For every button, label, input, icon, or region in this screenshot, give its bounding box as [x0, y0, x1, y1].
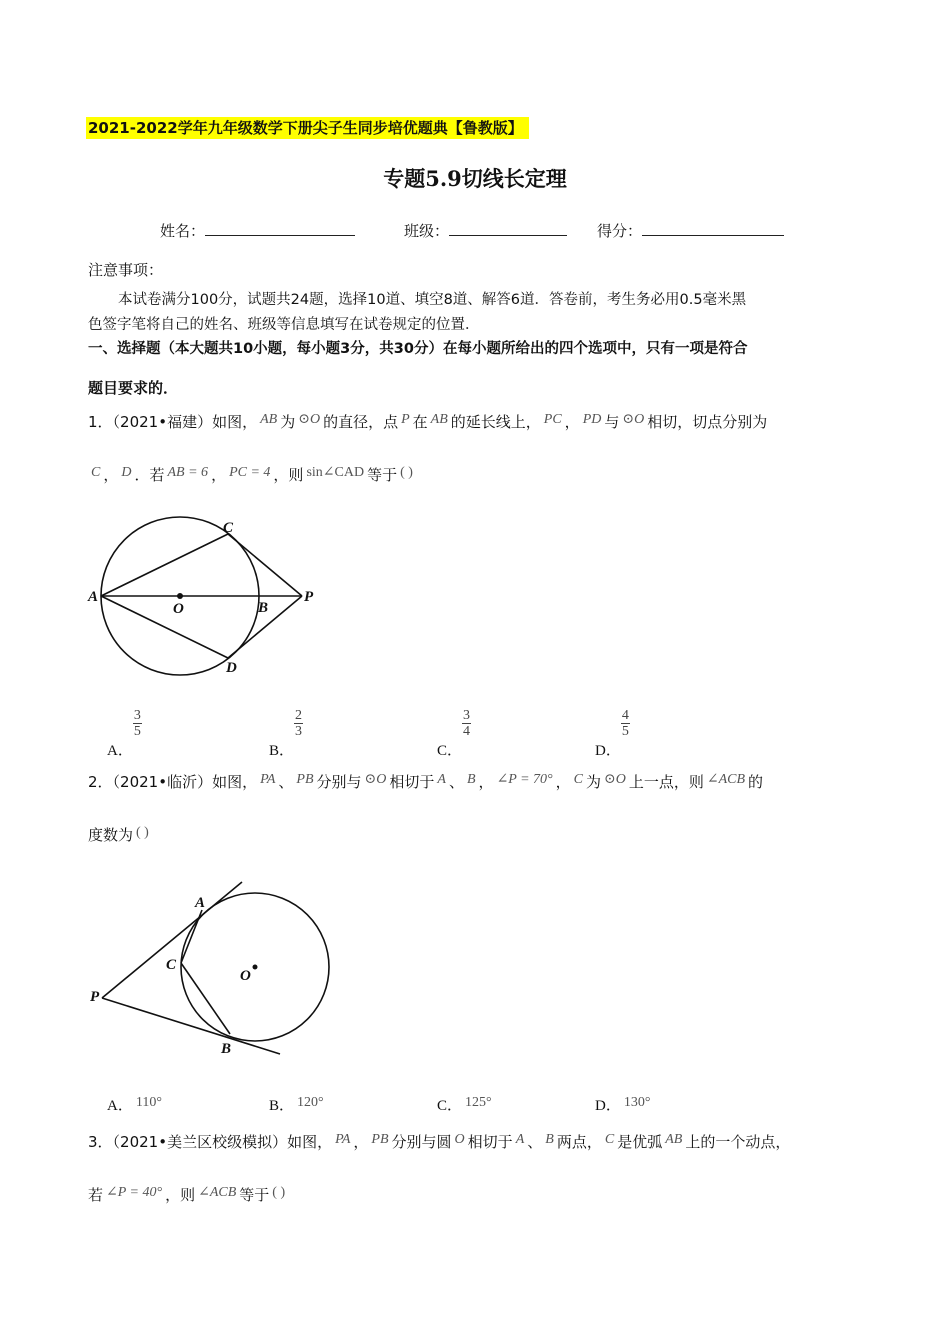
q1-center-dot — [177, 593, 183, 599]
q3-source: （2021•美兰区校级模拟） — [112, 1133, 288, 1151]
q2-line-CA — [181, 910, 202, 963]
class-label: 班级： — [404, 222, 450, 240]
q2-label-P: P — [90, 989, 100, 1005]
q1-text: 在 — [412, 413, 428, 431]
q1-option-letter: C． — [437, 742, 463, 759]
q3-text: 等于 — [239, 1186, 270, 1204]
q1-text: 的延长线上， — [450, 413, 541, 431]
q3-math: ∠ACB — [198, 1185, 237, 1200]
q1-option-den: 4 — [463, 724, 471, 739]
q3-text: 如图， — [287, 1133, 333, 1151]
q2-option-letter: B． — [269, 1098, 295, 1114]
q2-answer-paren[interactable]: ( ) — [136, 825, 149, 840]
q2-text: ， — [555, 773, 571, 791]
q1-option-fraction — [133, 708, 142, 739]
q2-option-b[interactable] — [269, 1094, 327, 1115]
q2-line-2 — [88, 824, 152, 845]
q1-text: 等于 — [367, 466, 398, 484]
q2-math: ∠ACB — [706, 772, 746, 787]
q1-math: P — [401, 412, 410, 427]
q2-label-O: O — [240, 968, 251, 984]
q3-math: A — [515, 1132, 525, 1147]
q2-text: 相切于 — [389, 773, 435, 791]
q1-math: AB — [260, 412, 278, 427]
q3-text: 、 — [527, 1133, 543, 1151]
q1-option-num: 3 — [133, 708, 141, 723]
q1-answer-paren[interactable]: ( ) — [400, 465, 413, 480]
q2-math: C — [573, 772, 583, 787]
score-field — [597, 220, 784, 241]
q2-option-d[interactable] — [595, 1094, 653, 1115]
q1-text: ，则 — [273, 466, 304, 484]
q1-label-B: B — [258, 600, 269, 616]
q2-text: 度数为 — [88, 826, 134, 844]
q1-math: PC = 4 — [229, 465, 271, 480]
q1-math: AB = 6 — [167, 465, 209, 480]
q3-text: 分别与圆 — [391, 1133, 452, 1151]
q1-line-1 — [88, 411, 767, 432]
q1-text: 与 — [604, 413, 620, 431]
q2-text: 上一点，则 — [628, 773, 704, 791]
q2-label-A: A — [195, 895, 206, 911]
q2-option-letter: C． — [437, 1098, 463, 1114]
q3-text: 是优弧 — [617, 1133, 663, 1151]
q3-text: ，则 — [165, 1186, 196, 1204]
q3-text: 上的一个动点， — [685, 1133, 791, 1151]
q1-option-b[interactable] — [269, 708, 303, 759]
series-banner: 2021-2022学年九年级数学下册尖子生同步培优题典【鲁教版】 — [86, 117, 529, 139]
q2-figure — [80, 872, 340, 1062]
q1-option-fraction — [621, 708, 630, 739]
q3-line-2 — [88, 1184, 288, 1205]
q1-line-CP — [228, 534, 302, 596]
q2-option-letter: A． — [107, 1098, 133, 1114]
q2-text: 分别与 — [316, 773, 362, 791]
q3-number: 3． — [88, 1133, 113, 1151]
q1-math: ⊙O — [298, 412, 321, 427]
score-blank[interactable] — [642, 221, 784, 236]
q1-option-c[interactable] — [437, 708, 471, 759]
q2-line-PB — [102, 998, 280, 1054]
notice-line-2: 色签字笔将自己的姓名、班级等信息填写在试卷规定的位置． — [88, 317, 480, 333]
q1-text: 相切，切点分别为 — [647, 413, 768, 431]
q2-math: ⊙O — [604, 772, 626, 787]
q3-math: PA — [335, 1132, 351, 1147]
q1-option-den: 5 — [621, 724, 629, 739]
q2-option-letter: D． — [595, 1098, 621, 1114]
q1-option-fraction — [294, 708, 303, 739]
q2-math: PB — [296, 772, 314, 787]
q1-label-D: D — [226, 660, 237, 676]
q1-label-C: C — [223, 520, 234, 536]
q1-text: ．若 — [134, 466, 165, 484]
q1-option-den: 5 — [133, 724, 141, 739]
q1-option-letter: A． — [107, 742, 133, 759]
q2-text: 、 — [278, 773, 294, 791]
q1-text: 的直径，点 — [323, 413, 399, 431]
q1-math: PD — [582, 412, 602, 427]
q1-math: AB — [430, 412, 448, 427]
q3-math: C — [604, 1132, 615, 1147]
section-heading-line-1: 一、选择题（本大题共10小题，每小题3分，共30分）在每小题所给出的四个选项中，只有一项是符合 — [88, 341, 748, 357]
q3-text: ， — [353, 1133, 369, 1151]
q1-option-num: 2 — [295, 708, 303, 723]
name-label: 姓名： — [160, 222, 206, 240]
q2-text: ， — [478, 773, 494, 791]
q1-label-O: O — [173, 601, 184, 617]
q1-line-AC — [101, 534, 228, 596]
score-label: 得分： — [597, 222, 643, 240]
q3-math: PB — [371, 1132, 389, 1147]
q2-option-value: 130° — [623, 1095, 651, 1110]
q1-label-A: A — [88, 589, 99, 605]
q1-text: ， — [103, 466, 119, 484]
notice-heading: 注意事项： — [88, 261, 164, 279]
q2-line-PA — [102, 882, 242, 998]
q2-option-value: 120° — [297, 1095, 324, 1110]
q2-math: B — [466, 772, 476, 787]
q1-text: ， — [211, 466, 227, 484]
class-field — [404, 220, 567, 241]
name-blank[interactable] — [205, 221, 355, 236]
q3-text: 若 — [88, 1186, 104, 1204]
q1-figure — [80, 512, 320, 682]
name-field — [160, 220, 355, 241]
q3-text: 相切于 — [467, 1133, 513, 1151]
q1-math: D — [121, 465, 132, 480]
q1-math: sin∠CAD — [306, 465, 365, 480]
q1-option-letter: B． — [269, 742, 295, 759]
q2-text: 如图， — [212, 773, 258, 791]
notice-line-1: 本试卷满分100分，试题共24题，选择10道、填空8道、解答6道．答卷前，考生务必用0.5毫米黑 — [118, 292, 747, 308]
q3-math: B — [545, 1132, 554, 1147]
q3-text: 两点， — [556, 1133, 602, 1151]
q1-text: 如图， — [212, 413, 258, 431]
page-title: 专题5.9切线长定理 — [383, 166, 567, 191]
q3-math: AB — [665, 1132, 683, 1147]
q1-label-P: P — [304, 589, 314, 605]
q2-text: 为 — [586, 773, 602, 791]
q1-line-AD — [101, 596, 228, 658]
q1-text: ， — [564, 413, 580, 431]
q2-option-value: 125° — [465, 1095, 492, 1110]
q3-math: ∠P = 40° — [106, 1185, 163, 1200]
q1-option-fraction — [462, 708, 471, 739]
q1-text: 为 — [280, 413, 296, 431]
q2-center-dot — [253, 965, 258, 970]
q1-source: （2021•福建） — [112, 413, 213, 431]
q2-option-c[interactable] — [437, 1094, 495, 1115]
q1-option-a[interactable] — [107, 708, 142, 759]
q1-line-2 — [88, 464, 416, 485]
q3-line-1 — [88, 1131, 790, 1152]
q2-number: 2． — [88, 773, 113, 791]
q1-option-letter: D． — [595, 742, 621, 759]
q1-math: PC — [543, 412, 562, 427]
q1-option-d[interactable] — [595, 708, 630, 759]
q2-option-a[interactable] — [107, 1094, 165, 1115]
q2-math: ⊙O — [364, 772, 387, 787]
q1-option-num: 4 — [621, 708, 629, 723]
q1-option-num: 3 — [463, 708, 471, 723]
q2-math: A — [437, 772, 446, 787]
section-heading-line-2: 题目要求的． — [88, 379, 179, 397]
q2-source: （2021•临沂） — [112, 773, 213, 791]
q3-answer-paren[interactable]: ( ) — [272, 1185, 286, 1200]
q3-math: O — [454, 1132, 465, 1147]
q2-option-value: 110° — [135, 1095, 162, 1110]
q2-text: 、 — [448, 773, 464, 791]
q1-number: 1． — [88, 413, 113, 431]
q1-math: C — [91, 465, 101, 480]
q2-line-1 — [88, 771, 763, 792]
q2-math: ∠P = 70° — [496, 772, 553, 787]
q2-label-C: C — [166, 957, 177, 973]
q2-math: PA — [260, 772, 276, 787]
q1-option-den: 3 — [295, 724, 303, 739]
q2-label-B: B — [221, 1041, 232, 1057]
q1-math: ⊙O — [622, 412, 645, 427]
q2-text: 的 — [748, 773, 764, 791]
class-blank[interactable] — [449, 221, 567, 236]
